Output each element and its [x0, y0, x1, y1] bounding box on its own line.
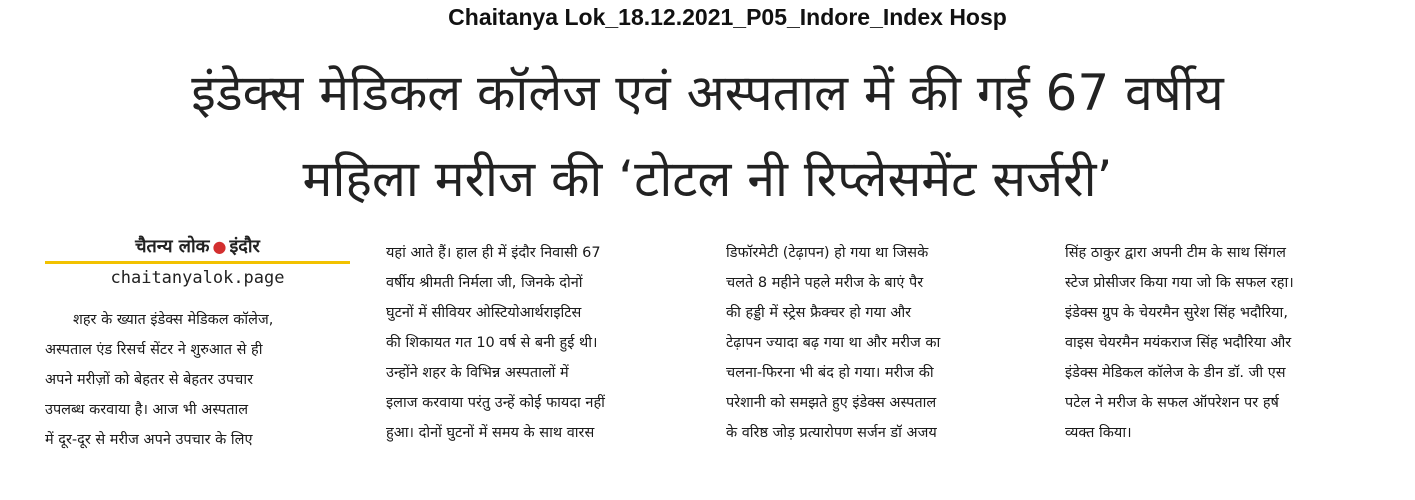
- column-line: टेढ़ापन ज्यादा बढ़ गया था और मरीज का: [726, 335, 941, 351]
- column-line: घुटनों में सीवियर ओस्टियोआर्थराइटिस: [386, 305, 582, 321]
- masthead-website: chaitanyalok.page: [110, 268, 285, 288]
- column-line: चलना-फिरना भी बंद हो गया। मरीज की: [726, 365, 934, 381]
- column-line: परेशानी को समझते हुए इंडेक्स अस्पताल: [726, 395, 937, 411]
- column-line: इंडेक्स ग्रुप के चेयरमैन सुरेश सिंह भदौरिया,: [1065, 305, 1288, 321]
- masthead-rule: [45, 261, 350, 264]
- column-line: की हड्डी में स्ट्रेस फ्रैक्चर हो गया और: [726, 305, 912, 321]
- masthead-brand: [45, 235, 350, 259]
- column-line: उपलब्ध करवाया है। आज भी अस्पताल: [45, 402, 249, 418]
- article-column-2: [386, 238, 692, 448]
- brand-city: इंदौर: [229, 236, 260, 257]
- column-line: में दूर-दूर से मरीज अपने उपचार के लिए: [45, 432, 253, 448]
- column-line: स्टेज प्रोसीजर किया गया जो कि सफल रहा।: [1065, 275, 1294, 291]
- column-line: इंडेक्स मेडिकल कॉलेज के डीन डॉ. जी एस: [1065, 365, 1286, 381]
- article-column-3: [726, 238, 1032, 448]
- column-line: की शिकायत गत 10 वर्ष से बनी हुई थी।: [386, 335, 598, 351]
- column-line: अपने मरीज़ों को बेहतर से बेहतर उपचार: [45, 372, 254, 388]
- column-line: यहां आते हैं। हाल ही में इंदौर निवासी 67: [386, 245, 601, 261]
- column-line: डिफॉरमेटी (टेढ़ापन) हो गया था जिसके: [726, 245, 929, 261]
- column-line: चलते 8 महीने पहले मरीज के बाएं पैर: [726, 275, 924, 291]
- brand-name: चैतन्य लोक: [135, 236, 210, 257]
- article-column-4: [1065, 238, 1371, 448]
- masthead: [45, 235, 350, 289]
- headline-line-1: इंडेक्स मेडिकल कॉलेज एवं अस्पताल में की गई 67 वर्षीय: [191, 64, 1224, 122]
- article-column-1: [45, 305, 350, 455]
- column-line: वर्षीय श्रीमती निर्मला जी, जिनके दोनों: [386, 275, 583, 291]
- brand-dot-icon: ●: [212, 237, 227, 256]
- column-line: उन्होंने शहर के विभिन्न अस्पतालों में: [386, 365, 569, 381]
- column-line: इलाज करवाया परंतु उन्हें कोई फायदा नहीं: [386, 395, 605, 411]
- column-line: सिंह ठाकुर द्वारा अपनी टीम के साथ सिंगल: [1065, 245, 1286, 261]
- column-line: शहर के ख्यात इंडेक्स मेडिकल कॉलेज,: [73, 312, 274, 328]
- column-line: के वरिष्ठ जोड़ प्रत्यारोपण सर्जन डॉ अजय: [726, 425, 937, 441]
- headline-line-2: महिला मरीज की ‘टोटल नी रिप्लेसमेंट सर्जरी’: [302, 150, 1113, 208]
- column-line: हुआ। दोनों घुटनों में समय के साथ वारस: [386, 425, 595, 441]
- column-line: व्यक्त किया।: [1065, 425, 1132, 441]
- column-line: वाइस चेयरमैन मयंकराज सिंह भदौरिया और: [1065, 335, 1292, 351]
- column-line: पटेल ने मरीज के सफल ऑपरेशन पर हर्ष: [1065, 395, 1279, 411]
- column-line: अस्पताल एंड रिसर्च सेंटर ने शुरुआत से ही: [45, 342, 263, 358]
- clipping-caption: Chaitanya Lok_18.12.2021_P05_Indore_Index Hosp: [448, 4, 1007, 30]
